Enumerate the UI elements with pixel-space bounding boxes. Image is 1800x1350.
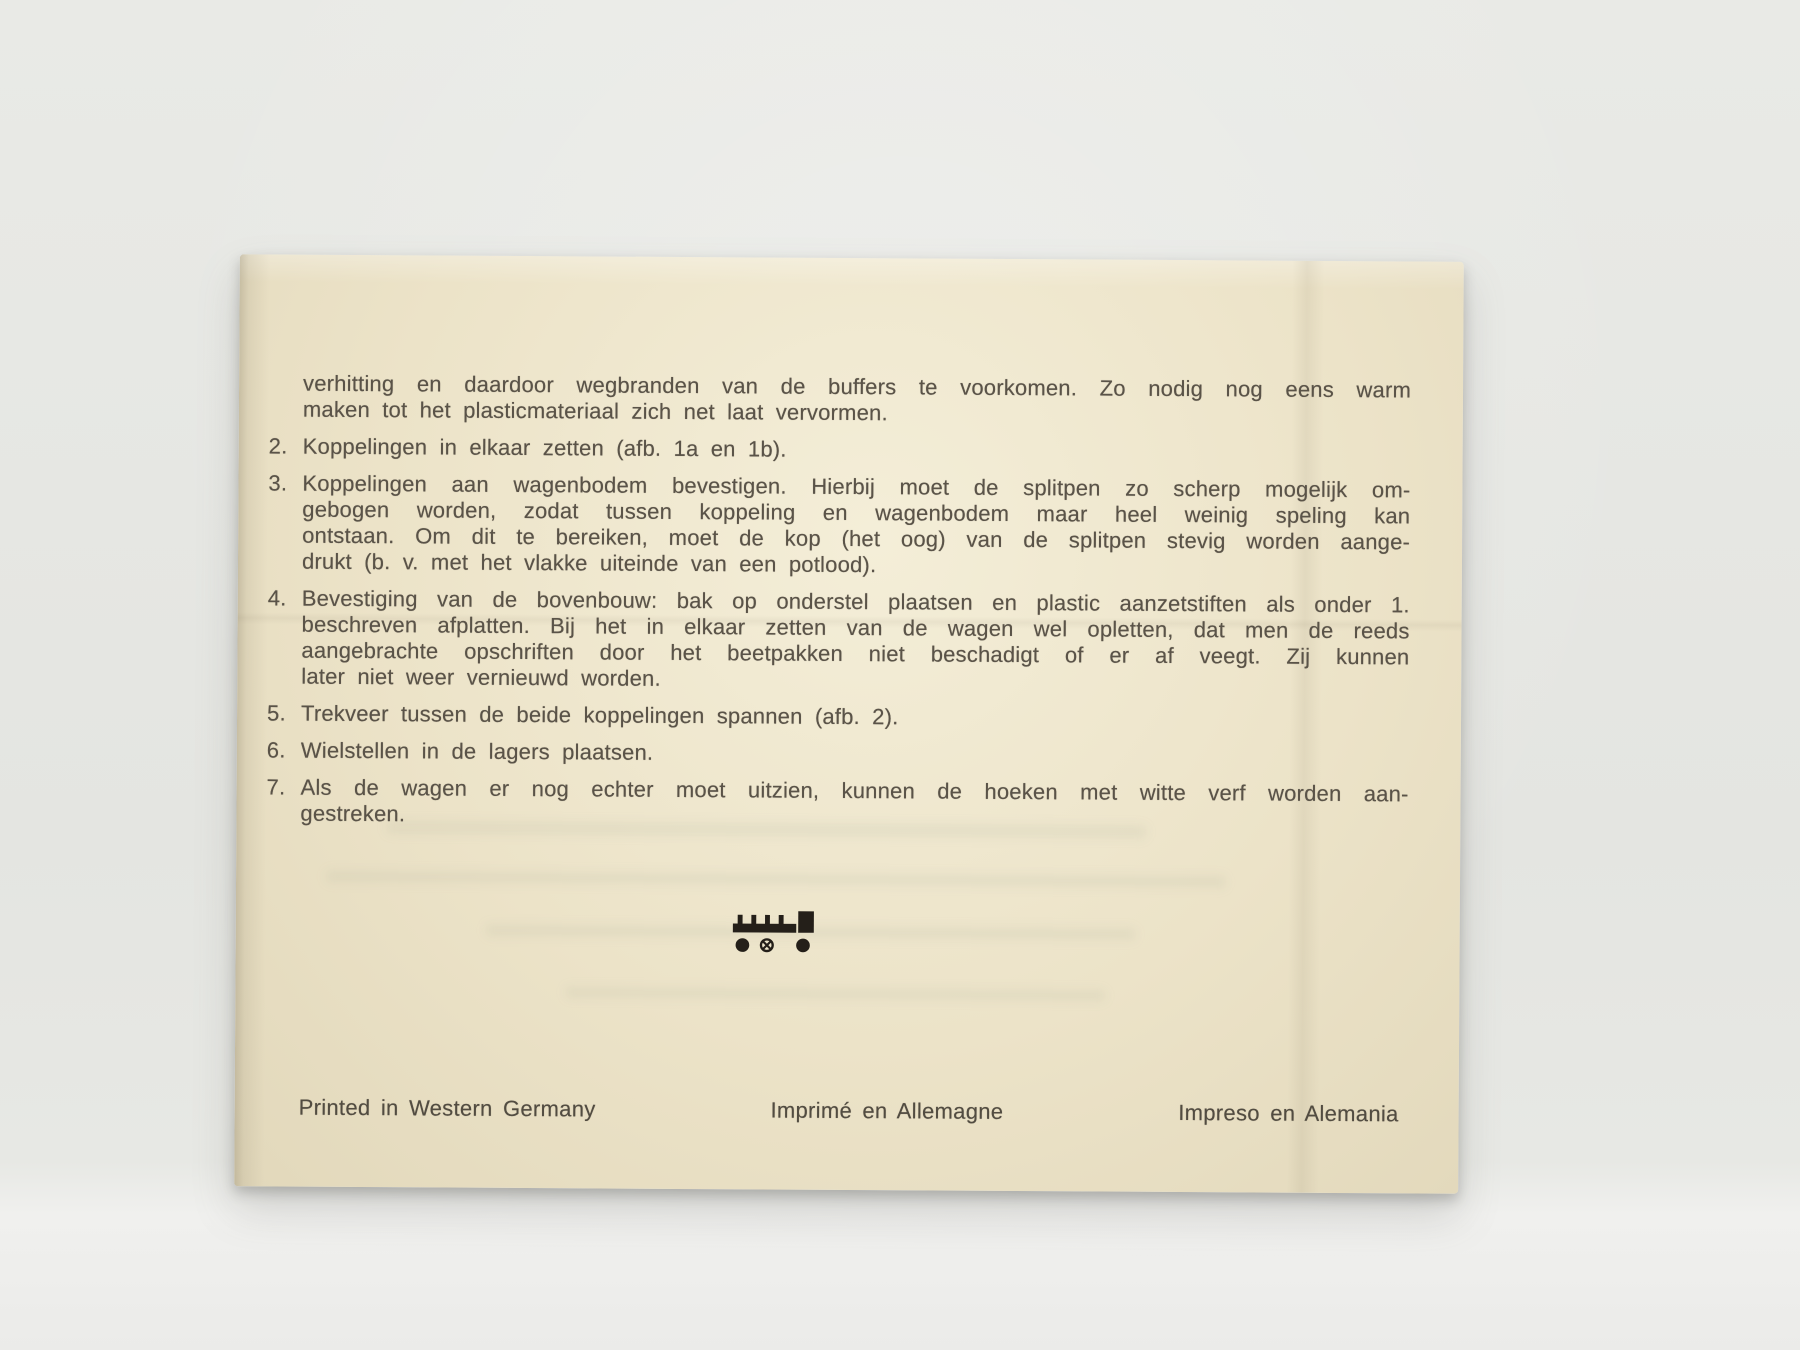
text-line: verhitting en daardoor wegbranden van de buffers te voorkomen. Zo nodig nog eens warm (302, 370, 1412, 403)
text-line: Koppelingen aan wagenbodem bevestigen. Hierbij moet de splitpen zo scherp mogelijk om- (302, 470, 1411, 503)
text-line: Trekveer tussen de beide koppelingen spannen (afb. 2). (300, 700, 899, 730)
printed-in-french-label: Imprimé en Allemagne (770, 1097, 1004, 1124)
item-number: 7. (266, 774, 286, 800)
text-line: Bevestiging van de bovenbouw: bak op onderstel plaatsen en plastic aanzetstiften als onder 1. (301, 585, 1410, 618)
list-item-5 (266, 700, 1409, 734)
list-item-7 (266, 774, 1409, 834)
text-line: beschreven afplatten. Bij het in elkaar zetten van de wagen wel opletten, dat men de reeds (301, 611, 1410, 644)
text-line: gestreken. (300, 800, 406, 827)
list-item-2 (268, 433, 1411, 467)
printing-origin-row (299, 1095, 1399, 1128)
text-line: Als de wagen er nog echter moet uitzien, kunnen de hoeken met witte verf worden aan- (300, 774, 1409, 807)
text-line: drukt (b. v. met het vlakke uiteinde van een potlood). (301, 548, 877, 578)
flat-wagon-icon (733, 907, 817, 960)
item-number: 6. (266, 737, 286, 763)
item-number: 3. (268, 470, 288, 496)
instruction-sheet (234, 254, 1464, 1193)
paragraph-continuation (303, 371, 1411, 430)
instruction-text-block (266, 370, 1412, 1128)
text-line: later niet weer vernieuwd worden. (301, 663, 661, 691)
text-line: Koppelingen in elkaar zetten (afb. 1a en 1b). (302, 433, 787, 462)
printed-in-english-label: Printed in Western Germany (298, 1094, 596, 1122)
text-line: ontstaan. Om dit te bereiken, moet de kop (het oog) van de splitpen stevig worden aange- (302, 522, 1411, 555)
item-number: 4. (267, 585, 287, 611)
text-line: gebogen worden, zodat tussen koppeling en wagenbodem maar heel weinig speling kan (302, 496, 1411, 529)
list-item-3 (268, 470, 1411, 582)
list-item-4 (267, 585, 1410, 697)
item-number: 5. (266, 700, 286, 726)
list-item-6 (266, 737, 1409, 771)
text-line: aangebrachte opschriften door het beetpakken niet beschadigt of er af veegt. Zij kunnen (301, 637, 1410, 670)
printed-in-spanish-label: Impreso en Alemania (1178, 1100, 1399, 1127)
item-number: 2. (268, 433, 288, 459)
text-line: maken tot het plasticmateriaal zich net laat vervormen. (302, 396, 888, 426)
text-line: Wielstellen in de lagers plaatsen. (300, 737, 654, 765)
